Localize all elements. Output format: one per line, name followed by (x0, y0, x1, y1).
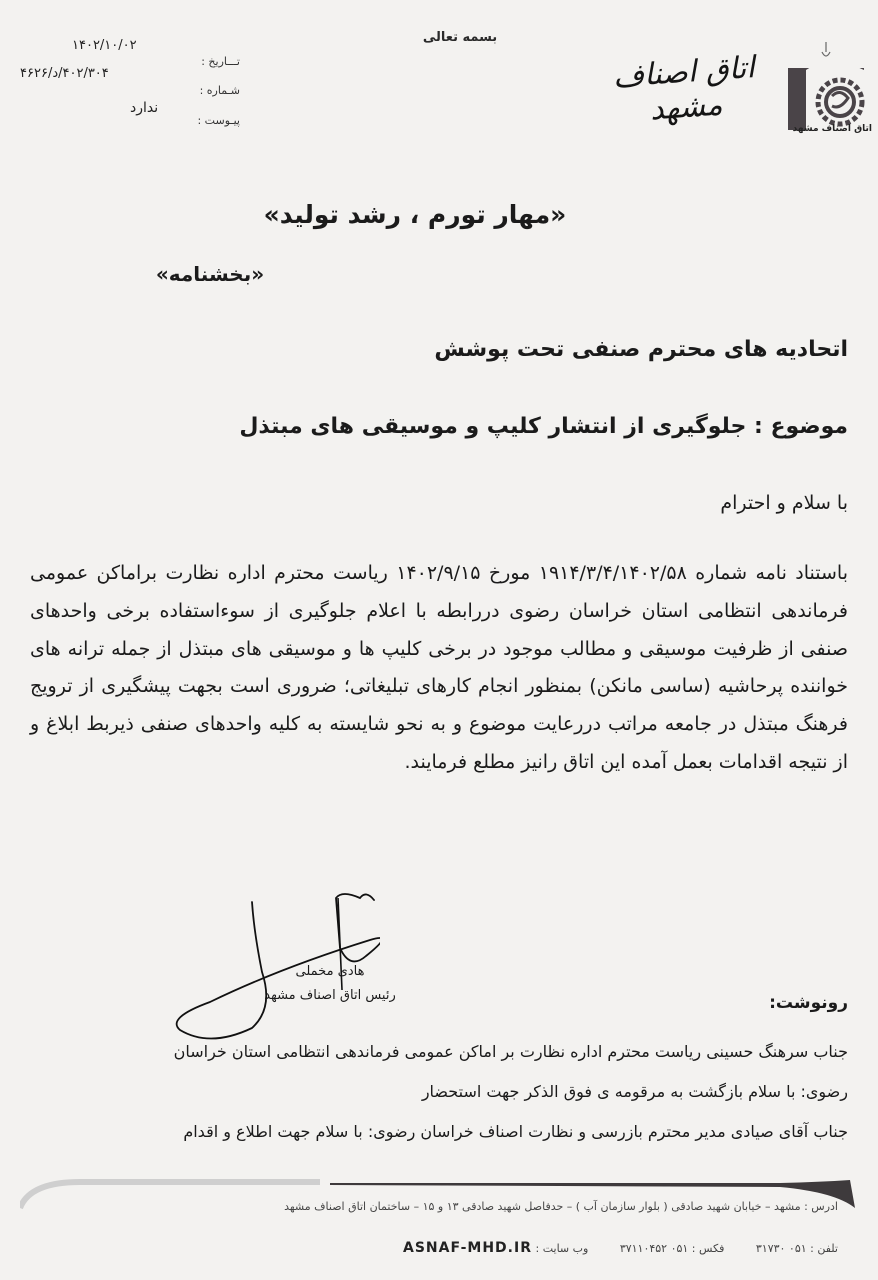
cc-line: جناب آقای صیادی مدیر محترم بازرسی و نظارت اصناف خراسان رضوی: با سلام جهت اطلاع و اقدام (183, 1122, 848, 1141)
slogan: «مهار تورم ، رشد تولید» (263, 200, 567, 229)
cc-line: رضوی: با سلام بازگشت به مرقومه ی فوق الذکر جهت استحضار (421, 1082, 848, 1101)
logo-caption: اتاق اصناف مشهد (792, 124, 872, 134)
footer-website-link[interactable]: ASNAF-MHD.IR (403, 1240, 532, 1256)
bismillah-heading: بسمه تعالی (422, 30, 498, 45)
greeting: با سلام و احترام (720, 492, 848, 514)
attachment-label: پیـوست : (197, 114, 240, 127)
signer-name: هادی مخملی (295, 964, 365, 979)
footer-fax: فکس : ۰۵۱ ۳۷۱۱۰۴۵۲ (619, 1242, 725, 1255)
addressee: اتحادیه های محترم صنفی تحت پوشش (434, 337, 848, 362)
cc-list (60, 1032, 848, 1152)
letter-meta (20, 38, 240, 138)
letter-type: «بخشنامه» (155, 262, 265, 286)
signer-title: رئیس اتاق اصناف مشهد (264, 988, 396, 1003)
subject-line: موضوع : جلوگیری از انتشار کلیپ و موسیقی های مبتذل (239, 414, 848, 439)
footer-contact (403, 1240, 838, 1256)
footer-website-label: وب سایت : (535, 1242, 589, 1255)
number-label: شـماره : (199, 84, 240, 97)
cc-line: جناب سرهنگ حسینی ریاست محترم اداره نظارت بر اماکن عمومی فرماندهی انتظامی استان خراسان (173, 1042, 848, 1061)
attachment-value: ندارد (130, 100, 159, 116)
footer-address: ادرس : مشهد – خیابان شهید صادقی ( بلوار سازمان آب ) – حدفاصل شهید صادقی ۱۳ و ۱۵ – ساختمان اتاق اصناف مشهد (284, 1200, 838, 1213)
cc-label: رونوشت: (769, 993, 848, 1013)
letter-body (30, 555, 848, 782)
date-label: تـــاریخ : (201, 55, 240, 68)
date-value: ۱۴۰۲/۱۰/۰۲ (72, 38, 137, 53)
body-paragraph: باستناد نامه شماره ۱۹۱۴/۳/۴/۱۴۰۲/۵۸ مورخ ۱۴۰۲/۹/۱۵ ریاست محترم اداره نظارت براماکن عمومی فرماندهی انتظامی استان خراسان رضوی دررابطه با اعلام جلوگیری از سوءاستفاده برخی واحدهای صنفی از ظرفیت موسیقی و مطالب موجود در برخی کلیپ ها و موسیقی های مبتذل از جمله ترانه های خواننده پرحاشیه (ساسی مانکن) بمنظور انجام کارهای تبلیغاتی؛ ضروری است بجهت پیشگیری از ترویج فرهنگ مبتذل در جامعه مراتب دررعایت موضوع و به نحو شایسته به کلیه واحدهای صنفی ذیربط ابلاغ و از نتیجه اقدامات بعمل آمده این اتاق رانیز مطلع فرمایند. (30, 562, 849, 773)
number-value: ۴۰۲/۳۰۴/د/۴۶۲۶ (20, 66, 109, 81)
organization-name-calligraphy: اتاق اصناف مشهد (611, 50, 756, 128)
footer-phone: تلفن : ۰۵۱ ۳۱۷۳۰ (755, 1242, 838, 1255)
